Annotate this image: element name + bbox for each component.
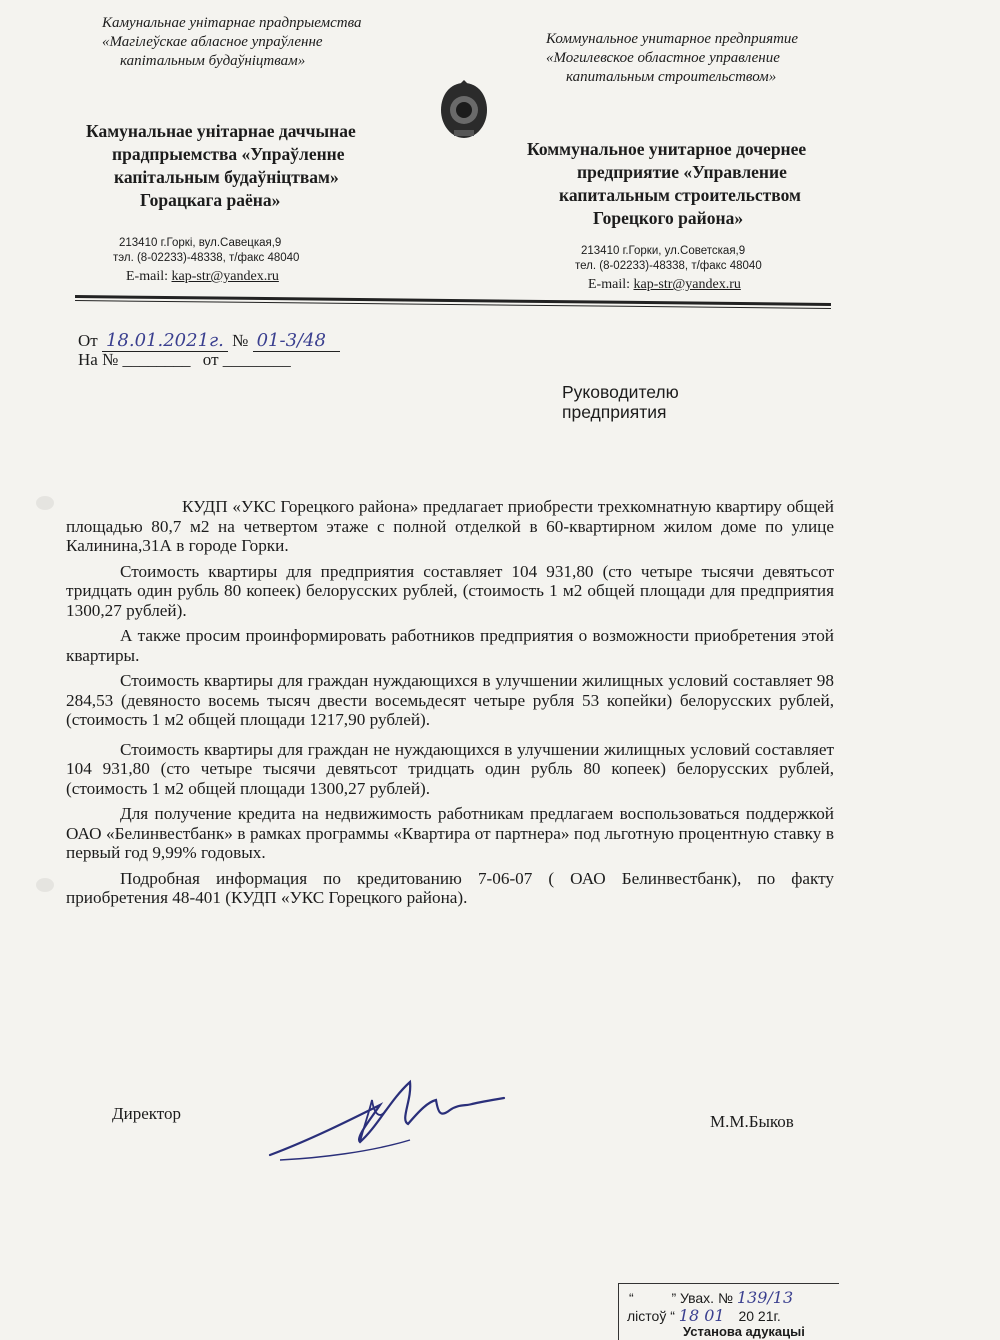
email-link[interactable]: kap-str@yandex.ru bbox=[633, 277, 741, 292]
signature-role: Директор bbox=[112, 1104, 181, 1123]
outgoing-date: 18.01.2021г. bbox=[102, 330, 228, 352]
incoming-date-blank: ________ bbox=[222, 350, 291, 369]
paragraph: КУДП «УКС Горецкого района» предлагает приобрести трехкомнатную квартиру общей площадью 80,7 м2 на четвертом этаже с полной отделкой в 60-квартирном жилом доме по улице Калинина,31А в городе Горки. bbox=[66, 497, 834, 555]
stamp-date: 18 01 bbox=[678, 1306, 725, 1325]
incoming-number-blank: ________ bbox=[122, 350, 191, 369]
outgoing-number: 01-3/48 bbox=[253, 330, 340, 352]
registration-stamp: “ ” Увах. № 139/13 лістоў “ 18 01 20 21г. Установа адукацыі bbox=[618, 1283, 839, 1340]
paragraph: А также просим проинформировать работников предприятия о возможности приобретения этой квартиры. bbox=[66, 626, 834, 665]
paragraph: Подробная информация по кредитованию 7-06-07 ( ОАО Белинвестбанк), по факту приобретения 48-401 (КУДП «УКС Горецкого района). bbox=[66, 868, 834, 907]
paragraph: Стоимость квартиры для граждан не нуждающихся в улучшении жилищных условий составляет 104 931,80 (сто четыре тысячи девятьсот тридцать один рубль 80 копеек) белорусских рублей, (стоимость 1 м2 общей площади 1300,27 рублей). bbox=[66, 739, 834, 798]
paragraph: Стоимость квартиры для предприятия составляет 104 931,80 (сто четыре тысячи девятьсот тридцать один рубль 80 копеек) белорусских рублей, (стоимость 1 м2 общей площади для предприятия 1300,27 рублей). bbox=[66, 561, 834, 620]
signature-name: М.М.Быков bbox=[710, 1112, 794, 1131]
stamp-org: Установа адукацыі bbox=[683, 1324, 805, 1339]
letter-body bbox=[66, 497, 834, 908]
header-ru-name: Коммунальное унитарное дочернее предприятие «Управление капитальным строительством Горецкого района» bbox=[527, 139, 807, 228]
stamp-number: 139/13 bbox=[736, 1288, 794, 1307]
paragraph: Стоимость квартиры для граждан нуждающихся в улучшении жилищных условий составляет 98 284,53 (девяносто восемь тысяч двести восемьдесят четыре рубля 53 копейки) белорусских рублей, (стоимость 1 м2 общей площади 1217,90 рублей). bbox=[66, 671, 834, 729]
punch-hole-mark bbox=[36, 496, 54, 510]
incoming-reference: На № ________ от ________ bbox=[78, 350, 291, 369]
header-by-name: Камунальнае унітарнае даччынае прадпрыемства «Упраўленне капітальным будаўніцтвам» Горацкага раёна» bbox=[86, 121, 356, 210]
email-link[interactable]: kap-str@yandex.ru bbox=[171, 269, 279, 284]
header-by-email: E-mail: kap-str@yandex.ru bbox=[126, 269, 279, 284]
punch-hole-mark bbox=[36, 878, 54, 892]
paragraph: Для получение кредита на недвижимость работникам предлагаем воспользоваться поддержкой ОАО «Белинвестбанк» в рамках программы «Квартира от партнера» под льготную процентную ставку в первый год 9,99% годовых. bbox=[66, 804, 834, 862]
header-ru-parent: Коммунальное унитарное предприятие «Могилевское областное управление капитальным строительством» bbox=[546, 31, 799, 85]
outgoing-reference: От 18.01.2021г. № 01-3/48 bbox=[78, 330, 340, 352]
header-by-parent: Камунальнае унітарнае прадпрыемства «Магілеўскае абласное упраўленне капітальным будаўніцтвам» bbox=[102, 15, 362, 69]
addressee: Руководителю предприятия bbox=[562, 382, 679, 422]
header-ru-address: 213410 г.Горки, ул.Советская,9 тел. (8-02233)-48338, т/факс 48040 bbox=[575, 245, 762, 272]
header-ru-email: E-mail: kap-str@yandex.ru bbox=[588, 277, 741, 292]
header-by-address: 213410 г.Горкі, вул.Савецкая,9 тэл. (8-02233)-48338, т/факс 48040 bbox=[113, 237, 300, 264]
coat-of-arms-emblem bbox=[436, 80, 492, 142]
handwritten-signature bbox=[260, 1060, 520, 1170]
